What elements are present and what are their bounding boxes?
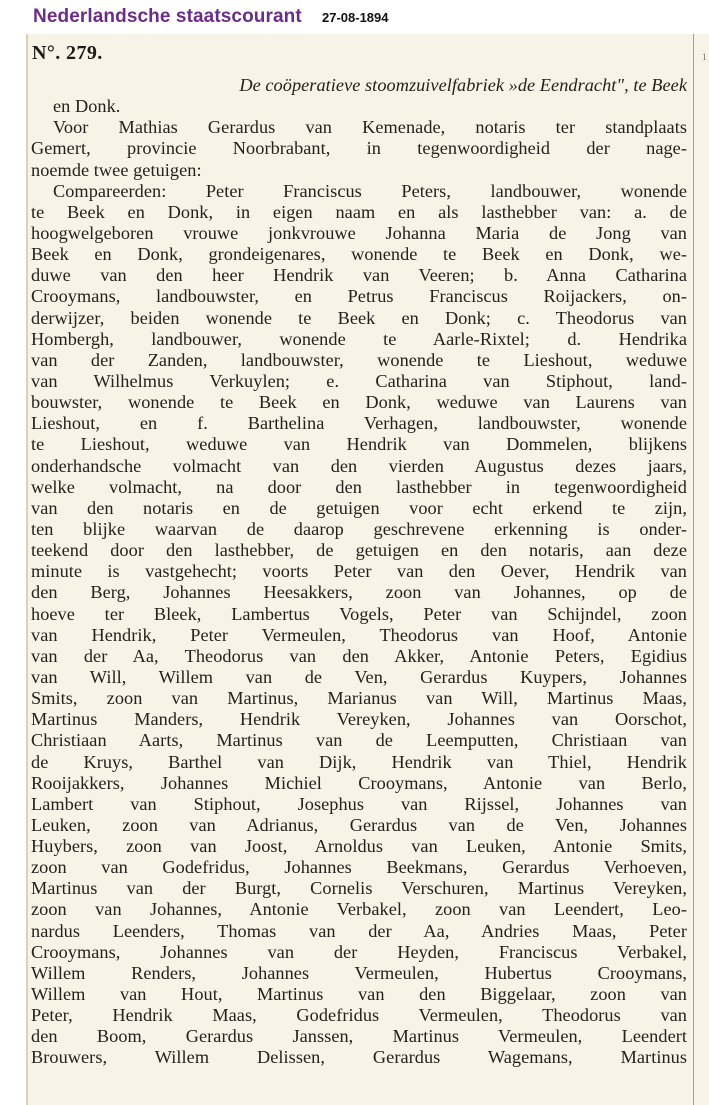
- text-line: onderhandsche volmacht van den vierden Augustus dezes jaars,: [31, 455, 687, 476]
- text-line: van Hendrik, Peter Vermeulen, Theodorus van Hoof, Antonie: [31, 624, 687, 645]
- text-line: Hombergh, landbouwer, wonende te Aarle-Rixtel; d. Hendrika: [31, 328, 687, 349]
- text-line: ten blijke waarvan de daarop geschrevene erkenning is onder-: [31, 518, 687, 539]
- text-line: derwijzer, beiden wonende te Beek en Donk; c. Theodorus van: [31, 307, 687, 328]
- text-line: welke volmacht, na door den lasthebber in tegenwoordigheid: [31, 476, 687, 497]
- text-line: Leuken, zoon van Adrianus, Gerardus van de Ven, Johannes: [31, 814, 687, 835]
- text-line: de Kruys, Barthel van Dijk, Hendrik van Thiel, Hendrik: [31, 751, 687, 772]
- text-line: Martinus Manders, Hendrik Vereyken, Johannes van Oorschot,: [31, 709, 687, 730]
- text-line: hoeve ter Bleek, Lambertus Vogels, Peter van Schijndel, zoon: [31, 603, 687, 624]
- text-line: van den notaris en de getuigen voor echt erkend te zijn,: [31, 497, 687, 518]
- text-line: teekend door den lasthebber, de getuigen en den notaris, aan deze: [31, 540, 687, 561]
- text-line: noemde twee getuigen:: [31, 159, 202, 180]
- text-line: Martinus van der Burgt, Cornelis Verschuren, Martinus Vereyken,: [31, 878, 687, 899]
- text-line: van Will, Willem van de Ven, Gerardus Kuypers, Johannes: [31, 666, 687, 687]
- text-line: Voor Mathias Gerardus van Kemenade, notaris ter standplaats: [53, 117, 687, 138]
- text-line: duwe van den heer Hendrik van Veeren; b. Anna Catharina: [31, 265, 687, 286]
- publication-date: 27-08-1894: [322, 10, 389, 25]
- text-line: van der Aa, Theodorus van den Akker, Antonie Peters, Egidius: [31, 645, 687, 666]
- text-line: Brouwers, Willem Delissen, Gerardus Wagemans, Martinus: [31, 1047, 687, 1068]
- text-line: Gemert, provincie Noorbrabant, in tegenwoordigheid der nage-: [31, 138, 687, 159]
- text-line: den Boom, Gerardus Janssen, Martinus Vermeulen, Leendert: [31, 1026, 687, 1047]
- text-line: [31, 1069, 687, 1090]
- text-line: Christiaan Aarts, Martinus van de Leemputten, Christiaan van: [31, 730, 687, 751]
- text-line: Huybers, zoon van Joost, Arnoldus van Leuken, Antonie Smits,: [31, 836, 687, 857]
- text-line: Crooymans, landbouwster, en Petrus Franciscus Roijackers, on-: [31, 286, 687, 307]
- text-line: Willem van Hout, Martinus van den Biggelaar, zoon van: [31, 984, 687, 1005]
- text-line: Lambert van Stiphout, Josephus van Rijssel, Johannes van: [31, 793, 687, 814]
- header-bar: [0, 0, 709, 34]
- article-body: [31, 75, 687, 1090]
- text-line: zoon van Godefridus, Johannes Beekmans, Gerardus Verhoeven,: [31, 857, 687, 878]
- margin-mark: 1: [702, 52, 707, 62]
- text-line: Beek en Donk, grondeigenares, wonende te Beek en Donk, we-: [31, 244, 687, 265]
- article-number: N°. 279.: [32, 42, 103, 64]
- text-line: van der Zanden, landbouwster, wonende te Lieshout, weduwe: [31, 349, 687, 370]
- scan-left-edge: [26, 34, 28, 1105]
- text-line: te Beek en Donk, in eigen naam en als lasthebber van: a. de: [31, 201, 687, 222]
- text-line: Smits, zoon van Martinus, Marianus van Will, Martinus Maas,: [31, 688, 687, 709]
- text-line: zoon van Johannes, Antonie Verbakel, zoon van Leendert, Leo-: [31, 899, 687, 920]
- text-line: bouwster, wonende te Beek en Donk, weduwe van Laurens van: [31, 392, 687, 413]
- text-line: Compareerden: Peter Franciscus Peters, landbouwer, wonende: [53, 180, 687, 201]
- article-title-line: en Donk.: [53, 96, 121, 117]
- article-title-line: De coöperatieve stoomzuivelfabriek »de Eendracht", te Beek: [239, 75, 687, 95]
- text-line: Peter, Hendrik Maas, Godefridus Vermeulen, Theodorus van: [31, 1005, 687, 1026]
- text-line: den Berg, Johannes Heesakkers, zoon van Johannes, op de: [31, 582, 687, 603]
- column-rule: [693, 34, 694, 1105]
- text-line: te Lieshout, weduwe van Hendrik van Dommelen, blijkens: [31, 434, 687, 455]
- newspaper-scan: [26, 34, 709, 1105]
- text-line: Rooijakkers, Johannes Michiel Crooymans, Antonie van Berlo,: [31, 772, 687, 793]
- text-line: Willem Renders, Johannes Vermeulen, Hubertus Crooymans,: [31, 962, 687, 983]
- publication-title: Nederlandsche staatscourant: [33, 6, 302, 27]
- text-line: hoogwelgeboren vrouwe jonkvrouwe Johanna Maria de Jong van: [31, 222, 687, 243]
- text-line: Lieshout, en f. Barthelina Verhagen, landbouwster, wonende: [31, 413, 687, 434]
- text-line: Crooymans, Johannes van der Heyden, Franciscus Verbakel,: [31, 941, 687, 962]
- text-line: minute is vastgehecht; voorts Peter van den Oever, Hendrik van: [31, 561, 687, 582]
- text-line: van Wilhelmus Verkuylen; e. Catharina van Stiphout, land-: [31, 370, 687, 391]
- text-line: nardus Leenders, Thomas van der Aa, Andries Maas, Peter: [31, 920, 687, 941]
